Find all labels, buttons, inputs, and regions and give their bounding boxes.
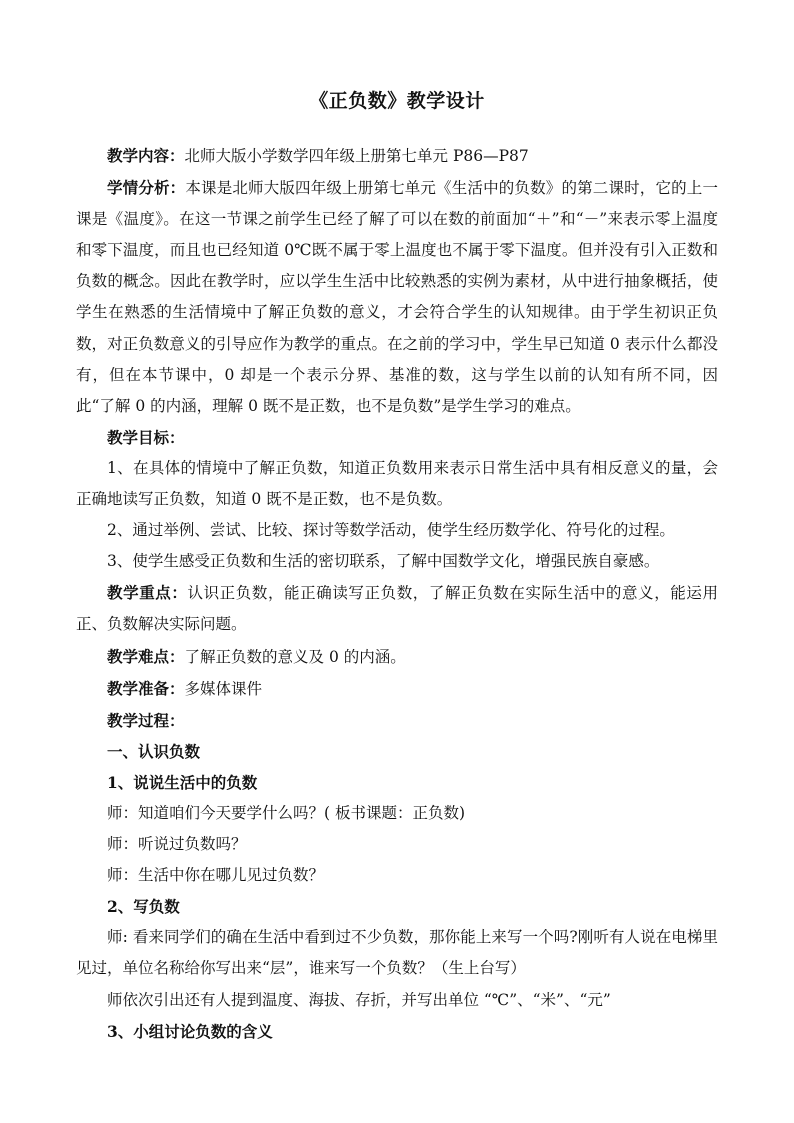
document-title: 《正负数》教学设计 [309,90,485,112]
preparation-paragraph [76,673,718,705]
content-label: 教学内容： [107,146,185,165]
preparation-label: 教学准备： [107,678,185,698]
dialog-line-3: 师：生活中你在哪儿见过负数？ [107,866,325,885]
subsection-heading-1: 1、说说生活中的负数 [107,772,258,792]
process-heading: 教学过程： [107,710,185,730]
goal-item-3: 3、使学生感受正负数和生活的密切联系，了解中国数学文化，增强民族自豪感。 [107,552,660,571]
key-point-label: 教学重点： [107,583,188,603]
section-heading-1: 一、认识负数 [107,741,201,761]
difficulty-paragraph [76,641,718,673]
subsection-heading-3: 3、小组讨论负数的含义 [107,1021,273,1041]
key-point-paragraph [76,577,718,640]
content-paragraph [76,140,718,172]
preparation-text: 多媒体课件 [184,679,263,698]
analysis-label: 学情分析： [107,178,186,198]
subsection-heading-2: 2、写负数 [107,897,180,917]
difficulty-text: 了解正负数的意义及 0 的内涵。 [184,647,406,666]
write-paragraph: 师: 看来同学们的确在生活中看到过不少负数，那你能上来写一个吗?刚听有人说在电梯里见过，单位名称给你写出来“层”，谁来写一个负数？（生上台写） [76,928,718,978]
goals-heading: 教学目标： [107,427,185,447]
difficulty-label: 教学难点： [107,646,185,666]
analysis-text: 本课是北师大版四年级上册第七单元《生活中的负数》的第二课时，它的上一课是《温度》。在这一节课之前学生已经了解了可以在数的前面加“＋”和“－”来表示零上温度和零下温度，而且也已经知道 0℃既不属于零上温度也不属于零下温度。但并没有引入正数和负数的概念。因此在教学时，应以学生生活中比较熟悉的实例为素材，从中进行抽象概括，使学生在熟悉的生活情境中了解正负数的意义，才会符合学生的认知规律。由于学生初识正负数，对正负数意义的引导应作为教学的重点。在之前的学习中，学生早已知道 0 表示什么都没有，但在本节课中，0 却是一个表示分界、基准的数，这与学生以前的认知有所不同，因此“了解 0 的内涵，理解 0 既不是正数，也不是负数”是学生学习的难点。 [76,179,718,415]
key-point-text: 认识正负数，能正确读写正负数，了解正负数在实际生活中的意义，能运用正、负数解决实际问题。 [76,584,718,634]
dialog-line-1: 师：知道咱们今天要学什么吗？( 板书课题：正负数) [107,803,466,822]
analysis-paragraph [76,172,718,422]
units-paragraph: 师依次引出还有人提到温度、海拔、存折，并写出单位 “℃”、“米”、“元” [107,990,611,1009]
goal-item-1: 1、在具体的情境中了解正负数，知道正负数用来表示日常生活中具有相反意义的量，会正确地读写正负数，知道 0 既不是正数，也不是负数。 [76,458,718,509]
dialog-line-2: 师：听说过负数吗？ [107,835,247,854]
content-text: 北师大版小学数学四年级上册第七单元 P86—P87 [184,147,529,165]
goal-item-2: 2、通过举例、尝试、比较、探讨等数学活动，使学生经历数学化、符号化的过程。 [107,521,675,540]
document-body [76,140,718,1047]
